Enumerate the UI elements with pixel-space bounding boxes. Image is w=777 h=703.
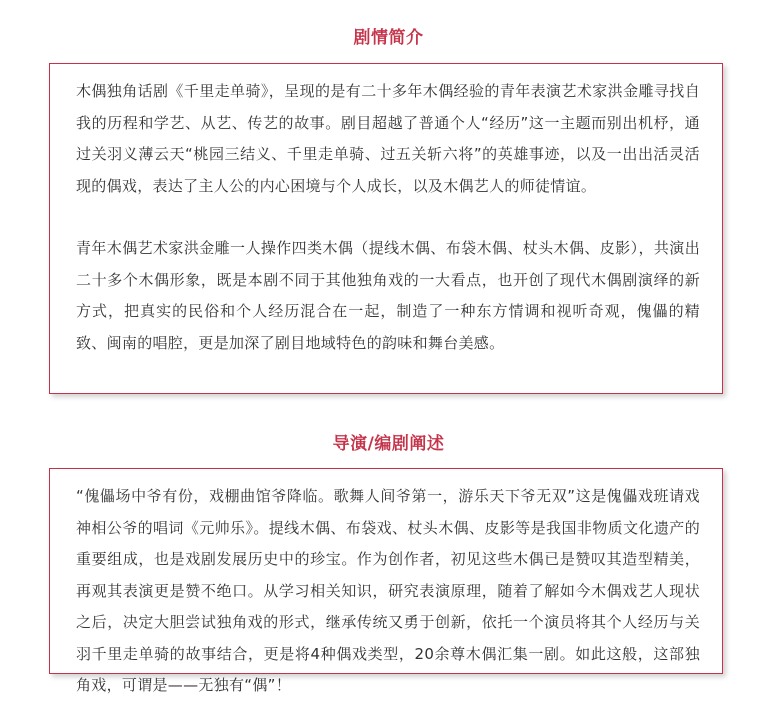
- section-title-synopsis: 剧情简介: [353, 28, 424, 48]
- director-statement-card: [49, 468, 723, 694]
- director-statement-paragraph: “傀儡场中爷有份，戏棚曲馆爷降临。歌舞人间爷第一，游乐天下爷无双”这是傀儡戏班请戏神相公爷的唱词《元帅乐》。提线木偶、布袋戏、杖头木偶、皮影等是我国非物质文化遗产的重要组成，也是戏剧发展历史中的珍宝。作为创作者，初见这些木偶已是赞叹其造型精美，再观其表演更是赞不绝口。从学习相关知识，研究表演原理，随着了解如今木偶戏艺人现状之后，决定大胆尝试独角戏的形式，继承传统又勇于创新，依托一个演员将其个人经历与关羽千里走单骑的故事结合，更是将4种偶戏类型，20余尊木偶汇集一剧。如此这般，这部独角戏，可谓是——无独有“偶”！: [76, 487, 700, 694]
- synopsis-card: [49, 63, 723, 394]
- synopsis-paragraph-1: 木偶独角话剧《千里走单骑》，呈现的是有二十多年木偶经验的青年表演艺术家洪金雕寻找自我的历程和学艺、从艺、传艺的故事。剧目超越了普通个人“经历”这一主题而别出机杼，通过关羽义薄云天“桃园三结义、千里走单骑、过五关斩六将”的英雄事迹，以及一出出活灵活现的偶戏，表达了主人公的内心困境与个人成长，以及木偶艺人的师徒情谊。: [76, 82, 700, 195]
- section-title-director-statement: 导演/编剧阐述: [332, 434, 445, 454]
- synopsis-paragraph-2: 青年木偶艺术家洪金雕一人操作四类木偶（提线木偶、布袋木偶、杖头木偶、皮影），共演出二十多个木偶形象，既是本剧不同于其他独角戏的一大看点，也开创了现代木偶剧演绎的新方式，把真实的民俗和个人经历混合在一起，制造了一种东方情调和视听奇观，傀儡的精致、闽南的唱腔，更是加深了剧目地域特色的韵味和舞台美感。: [76, 239, 700, 352]
